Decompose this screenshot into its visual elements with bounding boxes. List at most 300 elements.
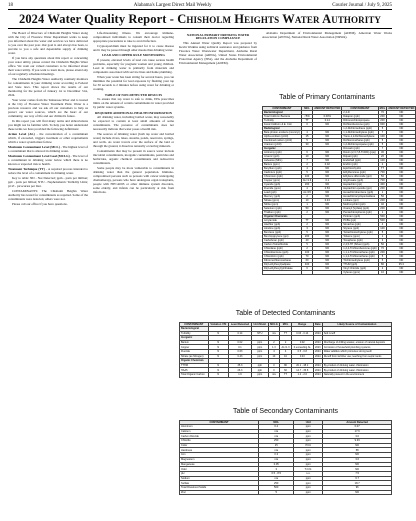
table-cell: 0.05 [259,462,294,467]
table-cell: ND [313,171,342,175]
table-cell: ND [387,135,416,139]
table-cell: 40 [301,239,312,243]
table-cell: 60 [301,259,312,263]
table-cell: Naturally present in the environment [322,372,391,377]
table-cell: Corrosion of household plumbing systems [322,345,391,350]
table-cell: Bacteriological [263,111,302,115]
paragraph: Alabama Department of Environmental Management (ADEM), American Water Works Association (AWWA), National Rural Water Association (NRWA). [262,31,392,39]
table-cell: Combined radium (pCi/l) [263,139,302,143]
table-cell: 6.5 - 8.5 [259,471,294,476]
paragraph: Please call our office if you have questions. [12,202,68,207]
table-cell: ND [387,255,416,259]
table-cell: 15 [301,135,312,139]
table-cell: 3 [301,227,312,231]
table-cell: 2024 [314,350,321,354]
table-cell: 3 [378,239,387,243]
table-cell: Dibromochloropropane [342,119,378,123]
table-cell: ppm [294,481,323,486]
table-cell: 30 [378,151,387,155]
definition: Maximum Contaminant Level Goal (MCLG) - The level of a contaminant in drinking water below which there is no known or expected risk to health. [8,153,88,166]
table-cell: Alachlor (ppb) [263,223,302,227]
table-cell: ND [313,239,342,243]
table-cell: Dioxin (2,3,7,8-TCDD) (ppq) [342,151,378,155]
table-cell: ND [387,231,416,235]
table-cell: ppb [251,363,268,368]
table-cell: Uranium (pCi/l) [263,143,302,147]
table-cell: Xylenes (ppm) [342,271,378,275]
table-cell: Lead (ppb) [263,191,302,195]
table-cell: 0.2 [259,425,294,430]
table-cell: 20 [378,155,387,159]
table-cell: N [208,349,228,354]
table-cell: 2 [301,163,312,167]
table-cell: 200 [378,251,387,255]
table-cell: ND [387,247,416,251]
table-cell: 5 [259,490,294,495]
table-cell: ND [387,215,416,219]
table-cell: 2 [378,267,387,271]
article-column-2 [93,32,174,517]
table-cell: pH [180,471,259,476]
table-cell: 0 exceeding AL [291,345,313,350]
table-cell: Ethylene dibromide (ppt) [342,175,378,179]
table-cell: Mercury (ppb) [263,195,302,199]
column-header: CONTAMINANT [180,323,209,327]
table-cell: 10 [378,271,387,275]
table-cell: 2 [301,211,312,215]
table-cell: ND [387,195,416,199]
paragraph: This Annual Water Quality Report was prepared by Kevin Watkins using technical assistance and guidance from Florence Water Wastewater Department, Alabama Rural Water Association (ARWA), United States Environmental Protection Agency (EPA), and the Alabama Department of Environmental Management (ADEM). [179,41,257,65]
table-cell [313,271,342,275]
table-cell: 400 [301,263,312,267]
table-cell: Runoff from fertilizer use; leaching from septic tanks [322,354,391,359]
table-cell: ND [387,115,416,119]
table-cell: Chlordane (ppb) [263,247,302,251]
table-cell: Endrin (ppb) [342,163,378,167]
table-cell: N [208,345,228,350]
table-cell: 200 [378,119,387,123]
table-cell: Diquat (ppb) [342,155,378,159]
table-cell: Ethylbenzene (ppb) [342,171,378,175]
table-cell: ND [387,223,416,227]
table-cell: ND [387,111,416,115]
table-cell: 200 [301,183,312,187]
table-cell: 6.7 [323,476,392,481]
table-cell: 600 [378,123,387,127]
table-cell: TT [280,331,292,336]
table-cell: N [208,368,228,373]
table-cell: Glyphosate (ppb) [342,179,378,183]
table-cell: ND [313,151,342,155]
table-cell: Zinc [180,490,259,495]
table-cell: ppm [294,457,323,462]
table-cell: Methoxychlor (ppb) [342,203,378,207]
table-header-row [263,107,416,111]
table-cell: 35.3 [229,363,252,368]
table-cell: ND [313,167,342,171]
table-cell: 70 [301,255,312,259]
column-header: Likely Source of Contamination [322,323,391,327]
table-cell: ppm [294,462,323,467]
table-cell: Color [180,443,259,448]
table-cell: 50 [378,195,387,199]
table-cell: 3 [259,467,294,472]
table-cell: 7 [301,159,312,163]
table-cell: ND [387,239,416,243]
table-cell: Organic Chemicals [263,215,302,219]
definition: Action Level (AL) - the concentration of a contaminant which, if exceeded, triggers treatment or other requirements which a water system must follow. [8,131,88,144]
paragraph: CONTAMINANTS: The Chisholm Heights Water Authority has tested for contaminants as required. Some of the contaminants were detected, others were not. [8,189,88,202]
table-cell: N [208,354,228,359]
table-cell: ND [387,191,416,195]
column-header: MCL [280,323,292,327]
table-cell: 4 [301,187,312,191]
table-cell: TT [301,119,312,123]
table-cell: 7 [378,131,387,135]
table-cell: Soil runoff [322,331,391,336]
table-cell: NTU [251,331,268,336]
table-cell: ppm [251,345,268,350]
table-cell: n/a [259,476,294,481]
table-cell: ND [323,453,392,458]
secondary-table-title: Table of Secondary Contaminants [232,408,339,415]
table-cell: 0.5 - 0.8 [291,349,313,354]
table-cell: 0.03 - 0.14 [291,331,313,336]
table-cell: ND [387,207,416,211]
column-header: Unit Msmt [251,323,268,327]
table-cell: 1,1,2-Trichloroethane (ppb) [342,255,378,259]
paragraph: If you have any questions about this report or concerning your water utility, please contact the Chisholm Heights Water office. We want our valued customers to be informed about their water utility. If you want to learn more, please attend any of our regularly scheduled meetings. [8,55,88,76]
table-cell: ppm [294,476,323,481]
table-cell: Total Organic Carbon [180,372,209,377]
table-cell: ND [313,175,342,179]
table-cell: Di(2-ethylhexyl)phthalate [263,267,302,271]
detected-contaminants-table [179,322,392,378]
table-row [180,490,392,495]
table-cell: T.O.N. [294,467,323,472]
table-cell: 6 [301,151,312,155]
table-cell: 10 [301,155,312,159]
table-cell: ND [313,211,342,215]
table-cell: 200 [378,115,387,119]
table-cell: Inorganic [263,147,302,151]
table-cell: Water additive which promotes strong teeth [322,349,391,354]
table-cell: ND [387,139,416,143]
table-cell: Bacteriological [180,327,209,332]
table-cell: ppm [294,453,323,458]
table-cell: 0.63 [229,349,252,354]
detected-table-title: Table of Detected Contaminants [235,310,336,317]
primary-contaminants-table [262,106,416,275]
table-cell: ND [387,159,416,163]
table-cell: 2 [378,163,387,167]
table-cell: Sulfate [180,481,259,486]
table-cell: Dalapon (ppb) [342,115,378,119]
table-cell: Simazine (ppb) [342,223,378,227]
column-header: AMOUNT DETECTED [388,107,415,110]
table-cell: 2 [301,195,312,199]
table-cell: Calcium [180,429,259,434]
table-cell: ppm [251,354,268,359]
table-cell: By-product of drinking water chlorination [322,368,391,373]
table-cell: ppm [294,429,323,434]
table-cell: Dibromochloromethane [263,259,302,263]
table-cell: Sodium [180,476,259,481]
table-cell: ND [387,183,416,187]
table-cell: 2024 [314,373,321,377]
table-cell: 40 [378,203,387,207]
table-cell: 2,4,5-TP (Silvex) (ppb) [342,243,378,247]
table-cell: 18.7 [323,481,392,486]
column-header: CONTAMINANT [263,107,302,111]
table-cell: Total Coliform Bacteria [263,115,302,119]
definition: Treatment Technique (TT) - A required process intended to reduce the level of a contaminant in drinking water. [8,167,88,175]
table-cell: Trichloroethylene (ppb) [342,259,378,263]
column-header: Unit [294,421,323,425]
table-cell: ND [387,203,416,207]
definition-text: The highest level of a contaminant that is allowed in drinking water. [8,144,88,153]
table-cell: 100 [301,251,312,255]
table-cell: Dichloromethane (ppb) [342,139,378,143]
table-cell [263,271,302,275]
table-cell: ND [313,143,342,147]
paragraph: All drinking water, including bottled water, may reasonably be expected to contain at least small amounts of some contaminants. The presence of contaminants does not necessarily indicate that water poses a health risk. [93,115,174,132]
table-cell: 500 [259,485,294,490]
table-cell: 400 [378,183,387,187]
table-cell: Discharge of drilling wastes; erosion of natural deposits [322,340,391,345]
table-cell: 50 [301,207,312,211]
column-header: Range [291,323,313,327]
table-cell: 700 [378,171,387,175]
table-cell: N [208,372,228,377]
table-header-row [180,323,392,327]
table-cell: Styrene (ppb) [342,227,378,231]
table-cell: 200 [378,187,387,191]
section-heading: TABLE OF NON-DETECTED RESULTS [104,92,163,97]
table-cell: ND [313,135,342,139]
table-cell: 700 [378,179,387,183]
table-cell: Fluoride [180,349,209,354]
table-cell: 0.02 [291,340,313,345]
table-cell: ppm [294,485,323,490]
definition-text: the concentration of a contaminant which, if exceeded, triggers treatment or other requirements which a water system must follow. [8,131,88,144]
table-cell: ND [313,195,342,199]
table-cell: 2024 [314,354,321,358]
table-cell: TT [378,167,387,171]
table-cell: AL=1.3 [281,345,290,349]
table-cell: Tetrachloroethylene (ppb) [342,231,378,235]
table-cell: ND [313,191,342,195]
table-cell: ND [387,143,416,147]
table-cell: ND [387,271,416,275]
table-cell: n/a [259,448,294,453]
table-cell: Pentachlorophenol (ppb) [342,211,378,215]
table-cell: 26.3 [229,368,252,373]
table-cell: ND [313,227,342,231]
table-cell: 1,2-Dichloropropane (ppb) [342,143,378,147]
table-cell: 80 [280,363,292,368]
table-cell: 2 [301,223,312,227]
paragraph: Key to table: ND - Not Detected; ppm - parts per million; ppb - parts per billion; NTU - Nephelometric Turbidity Units; pCi/l - picocuries per liter. [8,176,88,188]
page-header [8,3,392,10]
table-cell: ND [387,123,416,127]
paragraph: Life-threatening illness. We encourage immune-compromised individuals to consult their doctor regarding appropriate precautions to take to avoid infection. [93,31,174,43]
paragraph: Contaminants that may be present in source water include microbial contaminants, inorganic contaminants, pesticides and herbicides, organic chemical contaminants and radioactive contaminants. [93,149,174,166]
table-cell: 0.43 [291,354,313,359]
table-cell: 30 [301,143,312,147]
table-cell: 2024 [314,341,321,345]
table-cell: 60 [280,368,292,373]
column-header: Level Detected [229,323,252,327]
article-column-1 [8,32,88,517]
table-cell: ND [313,267,342,271]
table-cell: 0.07 [323,425,392,430]
table-row [263,271,416,275]
table-cell: ND [387,175,416,179]
table-cell: 1,2-Dichloroethane (ppb) [342,127,378,131]
table-cell: 1,1,1-Trichloroethane (ppb) [342,251,378,255]
table-cell: PCU [294,443,323,448]
table-cell: 200 [378,199,387,203]
column-header: AMOUNT DETECTED [314,107,341,110]
table-cell: s.u. [294,471,323,476]
table-cell: Total Dissolved Solids [180,485,259,490]
table-cell: 5 [378,139,387,143]
report-title [8,12,392,27]
table-cell: Selenium (ppb) [263,207,302,211]
paragraph: Your water comes from the Tennessee River and is treated at the City of Florence Water Treatment Plant. Water is a precious resource and we ask all our customers to help us protect our water sources, which are the heart of our community, our way of life and our children's future. [8,97,88,118]
table-cell: ppm [251,349,268,354]
table-cell: 0.43 [229,354,252,359]
column-header: Amount Detected [323,421,392,425]
table-cell: ND [313,219,342,223]
table-cell: Dinoseb (ppb) [342,147,378,151]
definition-text: A required process intended to reduce the level of a contaminant in drinking water. [8,167,88,175]
table-cell: 0.14 [313,119,342,123]
table-cell: 4 [301,167,312,171]
table-cell: ppm [294,434,323,439]
table-cell: Beta photon emitters (mrem/yr) [264,131,300,134]
column-header: MCL [301,107,312,111]
table-cell: Atrazine (ppb) [263,227,302,231]
table-cell: 0.1 [229,345,252,350]
table-cell: ND [387,199,416,203]
table-cell: Turbidity [180,331,209,336]
table-cell: ND [313,207,342,211]
table-cell: ND [387,235,416,239]
table-cell: 7.5 [323,471,392,476]
table-cell: ND [323,443,392,448]
table-cell: Copper [180,345,209,350]
table-cell: ND [387,211,416,215]
column-header: MCLG [270,323,278,326]
table-cell: Chlorobenzene (ppb) [263,251,302,255]
paragraph: Some people may be more vulnerable to contaminants in drinking water than the general population. Immuno-compromised persons such as persons with cancer undergoing chemotherapy, persons who have undergone organ transplants, people with HIV/AIDS or other immune system disorders, some elderly, and infants can be particularly at risk from infections. [93,166,174,195]
table-cell: 5 [378,255,387,259]
section-heading: REQUIRED ADDITIONAL HEALTH INFORMATION [95,110,172,115]
table-cell: Trans-1,2-Dichloroethylene [342,135,378,139]
table-cell: 500 [378,215,387,219]
table-cell: 250 [259,439,294,444]
issue-date: Courier Journal / July 9, 2025 [332,3,392,8]
article-column-3 [179,32,257,144]
table-cell: n/a [259,429,294,434]
table-cell: 7 [378,147,387,151]
table-cell: 100 [378,159,387,163]
table-cell: ND [313,159,342,163]
table-cell: 500 [378,219,387,223]
table-cell: 5 [378,143,387,147]
table-cell: 0 [301,123,312,127]
table-cell: ppm [294,425,323,430]
table-cell: ND [387,167,416,171]
table-cell: 250 [259,481,294,486]
table-cell: 58 [323,448,392,453]
table-cell: ND [387,243,416,247]
table-cell: TT [301,219,312,223]
table-cell: Nitrite (ppm) [263,203,302,207]
paragraph: The sources of drinking water (both tap water and bottled water) include rivers, lakes, streams, ponds, reservoirs, springs, and wells. As water travels over the surface of the land or through the ground, it dissolves naturally occurring minerals. [93,132,174,149]
table-cell: 2024 [314,368,321,372]
publication-name: Alabama's Largest Direct Mail Weekly [133,3,212,8]
table-cell: 5 [301,243,312,247]
table-cell: ND [387,219,416,223]
table-cell: 35.3 [387,263,416,267]
table-cell: ND [387,267,416,271]
column-header: Date [314,323,321,326]
table-cell: 70 [378,111,387,115]
table-cell: ND [323,490,392,495]
table-cell: 6 [301,267,312,271]
table-cell: ND [323,462,392,467]
table-cell: ND [313,259,342,263]
table-cell: 0.3 [259,453,294,458]
paragraph: To ensure that tap water is safe to drink, EPA prescribes limits on the amount of certain contaminants in water provided by public water systems. [93,97,174,110]
table-cell: ppm [294,448,323,453]
table-cell: 1.2 - 2.6 [291,372,313,377]
table-cell: Acrylamide [263,219,302,223]
table-cell: ND [323,467,392,472]
table-cell: ND [313,203,342,207]
table-cell: Endothall (ppb) [342,159,378,163]
table-cell: 0.02 [229,340,252,345]
report-title-main: 2024 Water Quality Report - [18,12,174,26]
table-cell: ND [387,155,416,159]
definition-text: The level of a contaminant in drinking water below which there is no known or expected risk to health. [8,153,88,166]
table-cell: ND [313,139,342,143]
table-cell: ND [313,251,342,255]
column-header: MCL [259,421,294,425]
table-cell: 0.63 [313,187,342,191]
table-cell: ND [313,223,342,227]
table-cell: n/a [268,331,279,336]
definition: Maximum Contaminant Level (MCL) - The highest level of a contaminant that is allowed in drinking water. [8,144,88,153]
table-cell: Iron [180,453,259,458]
table-cell: 5 [378,127,387,131]
table-cell: 1,2,4-Trichlorobenzene (ppb) [343,247,377,250]
column-header: CONTAMINANT [180,421,259,425]
column-header: CONTAMINANT [342,107,378,111]
table-cell: Alpha emitters (pCi/l) [263,135,302,139]
table-cell: Carbon Dioxide [180,434,259,439]
definition-term: Maximum Contaminant Level (MCL) [8,144,60,149]
table-cell: Asbestos (MFL) [263,159,302,163]
table-cell: Heptachlor (ppt) [342,183,378,187]
table-cell: 100 [378,227,387,231]
table-cell: Cyanide (ppb) [263,183,302,187]
table-cell: Antimony (ppb) [263,151,302,155]
table-cell: Radiological [263,127,302,131]
